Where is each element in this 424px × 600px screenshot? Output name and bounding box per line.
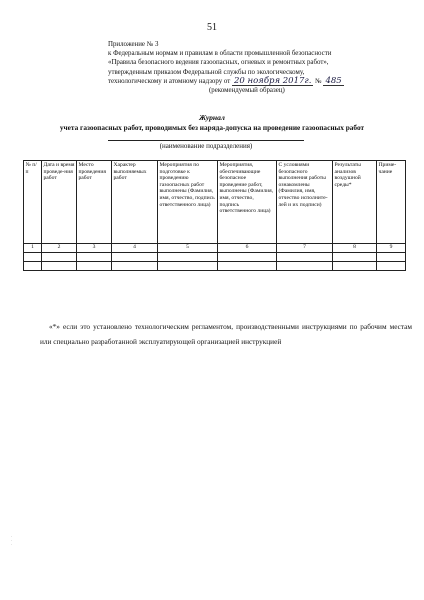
empty-cell <box>112 262 158 271</box>
order-prefix: технологическому и атомному надзору от <box>108 77 232 85</box>
empty-cell <box>24 262 42 271</box>
column-number: 2 <box>42 244 77 253</box>
scan-margin-mark: · · · <box>11 534 13 547</box>
appendix-ref-line: к Федеральным нормам и правилам в области промышленной безопасности <box>108 50 332 58</box>
column-number: 9 <box>377 244 406 253</box>
column-number: 4 <box>112 244 158 253</box>
header-cell: Место проведения работ <box>77 161 112 244</box>
header-cell: Дата и время проведе-ния работ <box>42 161 77 244</box>
header-cell: Приме-чание <box>377 161 406 244</box>
column-number-row <box>24 244 406 253</box>
empty-cell <box>77 253 112 262</box>
empty-cell <box>333 253 377 262</box>
appendix-ref-line: утвержденным приказом Федеральной службы по экологическому, <box>108 68 305 76</box>
table-header-row <box>24 161 406 244</box>
empty-cell <box>158 262 218 271</box>
recommended-sample-note: (рекомендуемый образец) <box>209 87 285 95</box>
page-number: 51 <box>207 22 217 33</box>
empty-cell <box>42 253 77 262</box>
department-caption: (наименование подразделения) <box>159 142 253 150</box>
column-number: 5 <box>158 244 218 253</box>
appendix-header <box>108 40 408 95</box>
column-number: 3 <box>77 244 112 253</box>
header-cell: Мероприятия по подготовке к проведению газоопасных работ выполнены (Фамилия, имя, отчество, подпись ответственного лица) <box>158 161 218 244</box>
empty-cell <box>218 253 277 262</box>
appendix-order-line <box>108 77 408 86</box>
empty-cell <box>377 262 406 271</box>
empty-cell <box>158 253 218 262</box>
header-cell: С условиями безопасного выполнения работы ознакомлены (Фамилия, имя, отчество исполните-лей и их подписи) <box>277 161 333 244</box>
header-cell: Результаты анализов воздушной среды* <box>333 161 377 244</box>
appendix-number: Приложение № 3 <box>108 41 159 48</box>
empty-cell <box>24 253 42 262</box>
empty-cell <box>112 253 158 262</box>
handwritten-order-number: 485 <box>325 75 342 86</box>
empty-cell <box>377 253 406 262</box>
header-cell: Характер выполняемых работ <box>112 161 158 244</box>
journal-subtitle: учета газоопасных работ, проводимых без наряда-допуска на проведение газоопасных работ <box>59 123 365 132</box>
footnote: «*» если это установлено технологическим регламентом, производственными инструкциями по рабочим местам или специально разработанной эксплуатирующей организацией инструкцией <box>40 322 412 346</box>
number-sign: № <box>315 77 322 85</box>
column-number: 6 <box>218 244 277 253</box>
empty-cell <box>277 262 333 271</box>
empty-cell <box>218 262 277 271</box>
empty-cell <box>333 262 377 271</box>
column-number: 1 <box>24 244 42 253</box>
header-cell: № п/п <box>24 161 42 244</box>
empty-cell <box>77 262 112 271</box>
journal-table <box>23 160 406 271</box>
department-fill-line <box>108 140 304 141</box>
appendix-ref-line: «Правила безопасного ведения газоопасных, огневых и ремонтных работ», <box>108 59 329 67</box>
handwritten-date: 20 ноября 2017г. <box>233 75 312 86</box>
column-number: 8 <box>333 244 377 253</box>
header-cell: Мероприятия, обеспечивающие безопасное проведение работ, выполнены (Фамилия, имя, отчество, подпись ответственного лица) <box>218 161 277 244</box>
column-number: 7 <box>277 244 333 253</box>
journal-title: Журнал <box>199 113 225 122</box>
table-row <box>24 253 406 262</box>
empty-cell <box>42 262 77 271</box>
empty-cell <box>277 253 333 262</box>
table-row <box>24 262 406 271</box>
